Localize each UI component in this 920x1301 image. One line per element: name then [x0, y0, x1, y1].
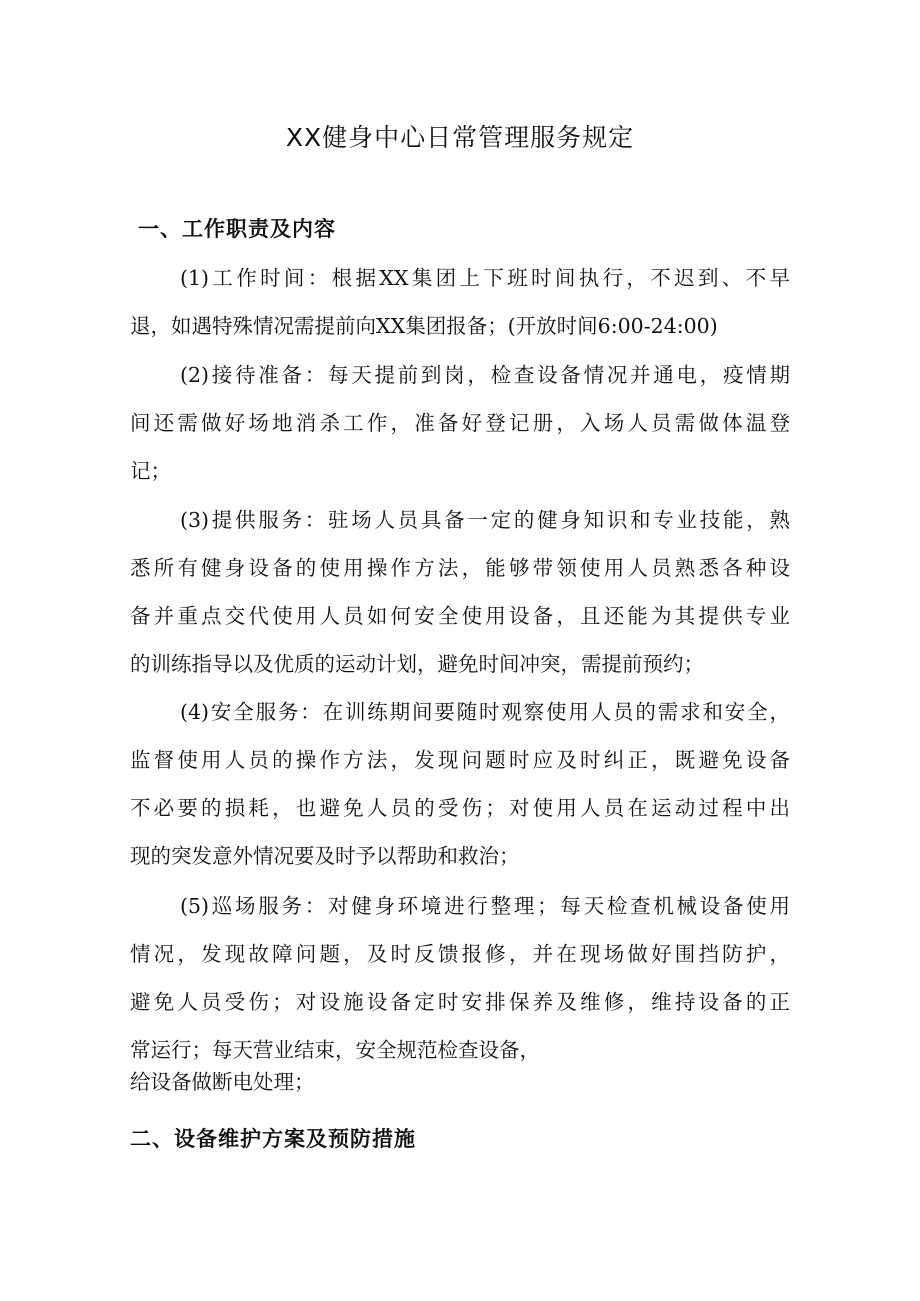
paragraph-tail-line: 给设备做断电处理；	[130, 1070, 315, 1094]
paragraph-line: 现的突发意外情况要及时予以帮助和救治；	[130, 844, 520, 868]
paragraph-line: 备并重点交代使用人员如何安全使用设备，且还能为其提供专业	[130, 604, 790, 628]
section-heading-maintenance: 二、设备维护方案及预防措施	[130, 1127, 416, 1151]
paragraph-line: 间还需做好场地消杀工作，准备好登记册，入场人员需做体温登	[130, 411, 790, 435]
paragraph-provide-service	[130, 496, 790, 688]
paragraph-line: 不必要的损耗，也避免人员的受伤；对使用人员在运动过程中出	[130, 796, 790, 820]
paragraph-line: 退，如遇特殊情况需提前向XX集团报备；(开放时间6:00-24:00)	[130, 314, 718, 338]
paragraph-line: (2)接待准备：每天提前到岗，检查设备情况并通电，疫情期	[180, 363, 790, 387]
paragraph-line: 悉所有健身设备的使用操作方法，能够带领使用人员熟悉各种设	[130, 556, 790, 580]
paragraph-line: 避免人员受伤；对设施设备定时安排保养及维修，维持设备的正	[130, 990, 790, 1014]
section-heading-duties: 一、工作职责及内容	[138, 217, 336, 241]
paragraph-line: (1)工作时间：根据XX集团上下班时间执行，不迟到、不早	[180, 266, 790, 290]
paragraph-line: (4)安全服务：在训练期间要随时观察使用人员的需求和安全，	[180, 700, 790, 724]
paragraph-safety-service	[130, 688, 790, 880]
paragraph-work-hours	[130, 254, 790, 350]
paragraph-reception-prep	[130, 351, 790, 495]
paragraph-line: 情况，发现故障问题，及时反馈报修，并在现场做好围挡防护，	[130, 942, 790, 966]
paragraph-line: 常运行；每天营业结束，安全规范检查设备，	[130, 1038, 540, 1062]
paragraph-line: 的训练指导以及优质的运动计划，避免时间冲突，需提前预约；	[130, 652, 704, 676]
paragraph-line: 监督使用人员的操作方法，发现问题时应及时纠正，既避免设备	[130, 748, 790, 772]
paragraph-patrol-service	[130, 882, 790, 1074]
document-title: XX健身中心日常管理服务规定	[285, 123, 635, 152]
paragraph-line: (5)巡场服务：对健身环境进行整理；每天检查机械设备使用	[180, 894, 790, 918]
paragraph-line: (3)提供服务：驻场人员具备一定的健身知识和专业技能，熟	[180, 508, 790, 532]
paragraph-line: 记；	[130, 459, 171, 483]
